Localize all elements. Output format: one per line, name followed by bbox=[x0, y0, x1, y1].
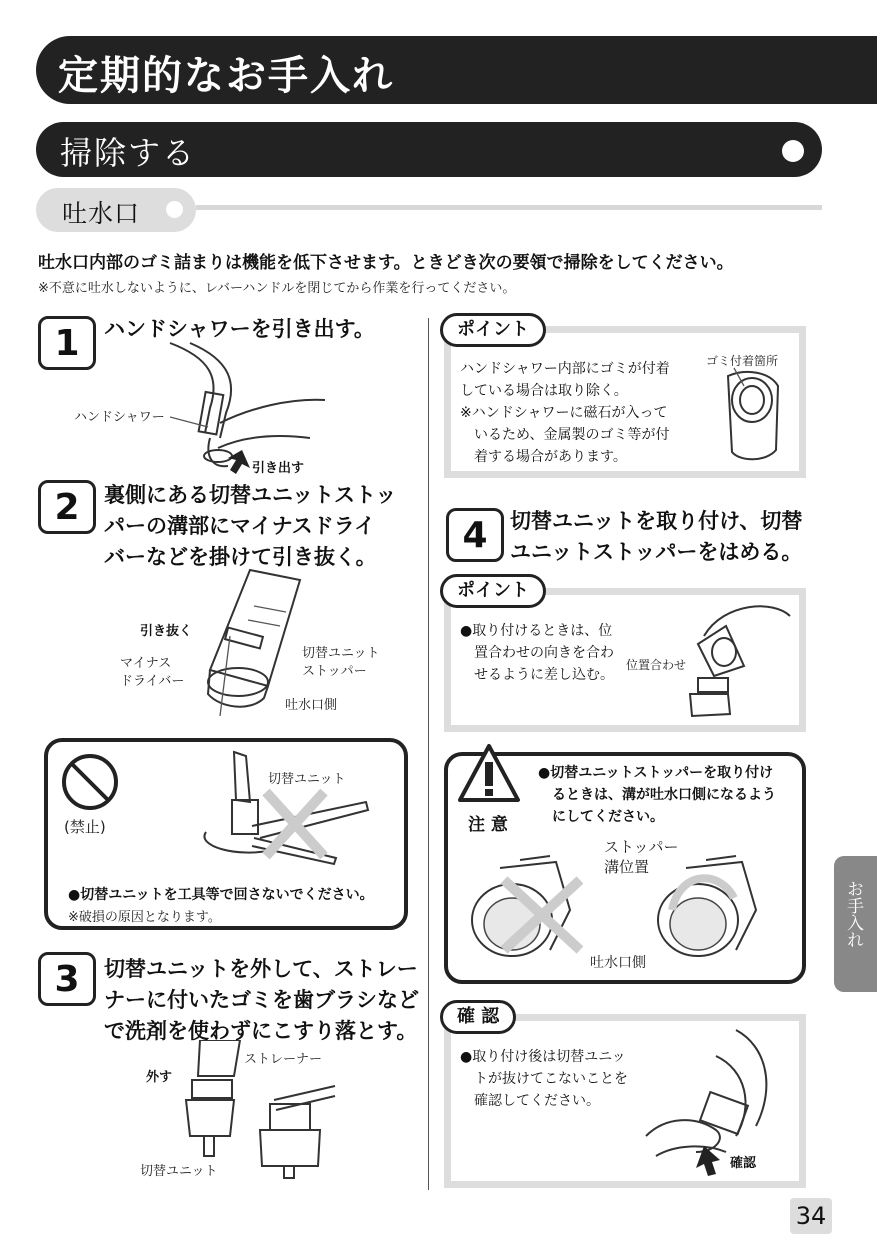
label-strainer: ストレーナー bbox=[244, 1052, 323, 1067]
prohibit-icon bbox=[60, 752, 120, 812]
subsection-rule bbox=[196, 205, 822, 210]
step-2-line: パーの溝部にマイナスドライ bbox=[104, 514, 376, 538]
label-stopper-2: ストッパー bbox=[302, 664, 367, 679]
step-2-text bbox=[104, 480, 396, 573]
label-remove: 外す bbox=[146, 1070, 173, 1085]
step-4-number: 4 bbox=[446, 508, 504, 562]
chapter-title: 定期的なお手入れ bbox=[58, 53, 394, 99]
confirm-line: 確認してください。 bbox=[460, 1093, 600, 1109]
prohibit-sub: ※破損の原因となります。 bbox=[68, 910, 221, 925]
label-pull-out-2: 引き抜く bbox=[140, 624, 193, 639]
caution-label-stopper: ストッパー bbox=[604, 838, 679, 856]
caution-title: 注 意 bbox=[468, 815, 508, 835]
point-1-line: いるため、金属製のゴミ等が付 bbox=[460, 427, 670, 443]
step-4-line: 切替ユニットを取り付け、切替 bbox=[510, 509, 803, 533]
prohibit-main: ●切替ユニットを工具等で回さないでください。 bbox=[68, 887, 374, 903]
label-unit: 切替ユニット bbox=[140, 1164, 218, 1179]
warning-triangle-icon bbox=[456, 742, 522, 806]
prohibit-label: (禁止) bbox=[64, 818, 106, 836]
caution-label-outlet: 吐水口側 bbox=[590, 955, 646, 971]
prohibit-unit-label: 切替ユニット bbox=[268, 772, 346, 787]
point-1-line: ※ハンドシャワーに磁石が入って bbox=[460, 405, 668, 421]
intro-note: ※不意に吐水しないように、レバーハンドルを閉じてから作業を行ってください。 bbox=[38, 281, 516, 296]
illustration-confirm-pull bbox=[636, 1026, 796, 1176]
confirm-tag: 確 認 bbox=[440, 1000, 516, 1034]
step-3-line: 切替ユニットを外して、ストレー bbox=[104, 957, 418, 981]
point-2-label: 位置合わせ bbox=[626, 658, 687, 672]
confirm-line: トが抜けてこないことを bbox=[460, 1071, 628, 1087]
section-dot-icon bbox=[782, 140, 804, 162]
step-3-number: 3 bbox=[38, 952, 96, 1006]
label-driver-2: ドライバー bbox=[120, 674, 185, 689]
point-1-line: 着する場合があります。 bbox=[460, 449, 627, 465]
caution-label-groove: 溝位置 bbox=[604, 858, 650, 876]
step-2-line: 裏側にある切替ユニットストッ bbox=[104, 483, 397, 507]
point-1-line: ハンドシャワー内部にゴミが付着 bbox=[460, 361, 670, 377]
step-2-number: 2 bbox=[38, 480, 96, 534]
side-tab-label: お手入れ bbox=[843, 880, 863, 948]
step-4-line: ユニットストッパーをはめる。 bbox=[510, 540, 803, 564]
caution-line: るときは、溝が吐水口側になるよう bbox=[538, 787, 776, 803]
point-1-text bbox=[460, 358, 670, 468]
confirm-line: ●取り付け後は切替ユニッ bbox=[460, 1049, 626, 1065]
label-hand-shower: ハンドシャワー bbox=[74, 410, 165, 425]
confirm-text bbox=[460, 1046, 628, 1112]
section-title: 掃除する bbox=[60, 134, 197, 172]
subsection-title: 吐水口 bbox=[62, 199, 141, 228]
caution-line: にしてください。 bbox=[538, 809, 664, 825]
step-1-number: 1 bbox=[38, 316, 96, 370]
label-outlet-side: 吐水口側 bbox=[285, 698, 338, 713]
caution-text bbox=[538, 762, 776, 828]
caution-line: ●切替ユニットストッパーを取り付け bbox=[538, 765, 774, 781]
label-driver-1: マイナス bbox=[120, 656, 172, 671]
point-tag-2: ポイント bbox=[440, 574, 546, 608]
point-tag-1: ポイント bbox=[440, 313, 546, 347]
point-2-line: せるように差し込む。 bbox=[460, 667, 614, 683]
point-2-text bbox=[460, 620, 614, 686]
step-3-text bbox=[104, 954, 419, 1047]
step-3-line: ナーに付いたゴミを歯ブラシなど bbox=[104, 988, 419, 1012]
subsection-dot-icon bbox=[166, 201, 183, 218]
intro-lead: 吐水口内部のゴミ詰まりは機能を低下させます。ときどき次の要領で掃除をしてください。 bbox=[38, 253, 734, 273]
step-4-text bbox=[510, 506, 802, 568]
step-2-line: バーなどを掛けて引き抜く。 bbox=[104, 545, 377, 569]
label-pull-out: 引き出す bbox=[252, 461, 305, 476]
point-1-label: ゴミ付着箇所 bbox=[706, 354, 779, 368]
step-3-line: で洗剤を使わずにこすり落とす。 bbox=[104, 1019, 418, 1043]
label-stopper-1: 切替ユニット bbox=[302, 646, 380, 661]
leader-line bbox=[170, 412, 210, 432]
point-2-line: ●取り付けるときは、位 bbox=[460, 623, 613, 639]
illustration-align-insert bbox=[684, 596, 794, 722]
step-1-line: ハンドシャワーを引き出す。 bbox=[104, 317, 375, 341]
illustration-shower-head bbox=[716, 366, 788, 466]
point-2-line: 置合わせの向きを合わ bbox=[460, 645, 614, 661]
illustration-no-pliers bbox=[196, 746, 376, 866]
page-number: 34 bbox=[795, 1202, 827, 1230]
column-divider bbox=[428, 318, 429, 1190]
point-1-line: している場合は取り除く。 bbox=[460, 383, 628, 399]
confirm-label: 確認 bbox=[730, 1156, 757, 1171]
